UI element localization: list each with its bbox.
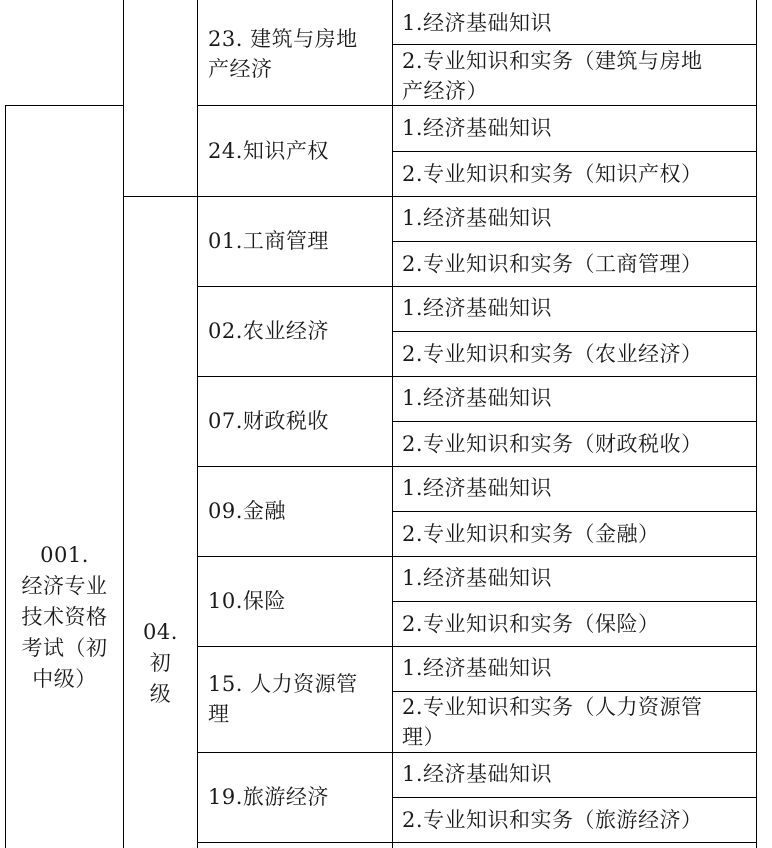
- level-cell-top-border: [123, 196, 757, 197]
- row-divider: [197, 646, 757, 647]
- specialty-name: 09.金融: [208, 499, 286, 523]
- subject-divider: [392, 421, 757, 422]
- level-name-line: 级: [149, 682, 172, 706]
- subject-basic: 1.经济基础知识: [402, 206, 553, 230]
- subject-basic: 1.经济基础知识: [402, 566, 553, 590]
- subject-basic: 1.经济基础知识: [402, 11, 553, 35]
- specialty-name: 02.农业经济: [208, 319, 329, 343]
- subject-basic: 1.经济基础知识: [402, 116, 553, 140]
- row-divider: [197, 752, 757, 753]
- table-border-left: [5, 105, 6, 848]
- exam-code: 001.: [40, 543, 89, 567]
- row-divider: [197, 376, 757, 377]
- column-divider-2: [197, 0, 198, 848]
- subject-basic: 1.经济基础知识: [402, 762, 553, 786]
- subject-practice: 2.专业知识和实务（建筑与房地: [402, 49, 703, 73]
- subject-practice: 2.专业知识和实务（人力资源管: [402, 695, 703, 719]
- subject-practice: 2.专业知识和实务（旅游经济）: [402, 808, 703, 832]
- row-divider: [197, 466, 757, 467]
- subject-practice: 产经济）: [402, 79, 488, 103]
- specialty-name: 产经济: [208, 57, 273, 81]
- exam-name-line: 技术资格: [21, 605, 108, 629]
- specialty-name: 19.旅游经济: [208, 785, 329, 809]
- column-divider-1: [123, 0, 124, 848]
- exam-name-line: 经济专业: [21, 574, 108, 598]
- subject-basic: 1.经济基础知识: [402, 296, 553, 320]
- subject-divider: [392, 151, 757, 152]
- subject-practice: 2.专业知识和实务（知识产权）: [402, 162, 703, 186]
- specialty-name: 24.知识产权: [208, 139, 329, 163]
- subject-practice: 2.专业知识和实务（农业经济）: [402, 342, 703, 366]
- exam-cell-top-border: [5, 105, 124, 106]
- subject-practice: 2.专业知识和实务（保险）: [402, 612, 660, 636]
- subject-basic: 1.经济基础知识: [402, 656, 553, 680]
- specialty-name: 23. 建筑与房地: [208, 27, 358, 51]
- specialty-name: 07.财政税收: [208, 409, 329, 433]
- specialty-name: 01.工商管理: [208, 229, 329, 253]
- column-divider-3: [392, 0, 393, 848]
- subject-divider: [392, 241, 757, 242]
- table-border-right: [756, 0, 757, 848]
- subject-basic: 1.经济基础知识: [402, 476, 553, 500]
- level-name-line: 初: [149, 651, 172, 675]
- subject-divider: [392, 601, 757, 602]
- specialty-name: 10.保险: [208, 589, 286, 613]
- specialty-name: 15. 人力资源管: [208, 672, 358, 696]
- subject-divider: [392, 44, 757, 45]
- exam-name-line: 中级）: [32, 667, 97, 691]
- row-divider: [197, 556, 757, 557]
- subject-divider: [392, 511, 757, 512]
- subject-practice: 2.专业知识和实务（工商管理）: [402, 252, 703, 276]
- level-code: 04.: [143, 620, 178, 644]
- exam-name-line: 考试（初: [21, 636, 108, 660]
- subject-practice: 理）: [402, 725, 445, 749]
- subject-practice: 2.专业知识和实务（财政税收）: [402, 432, 703, 456]
- subject-basic: 1.经济基础知识: [402, 386, 553, 410]
- subject-divider: [392, 331, 757, 332]
- row-divider: [197, 842, 757, 843]
- specialty-name: 理: [208, 702, 230, 726]
- row-divider: [197, 286, 757, 287]
- subject-divider: [392, 797, 757, 798]
- subject-practice: 2.专业知识和实务（金融）: [402, 522, 660, 546]
